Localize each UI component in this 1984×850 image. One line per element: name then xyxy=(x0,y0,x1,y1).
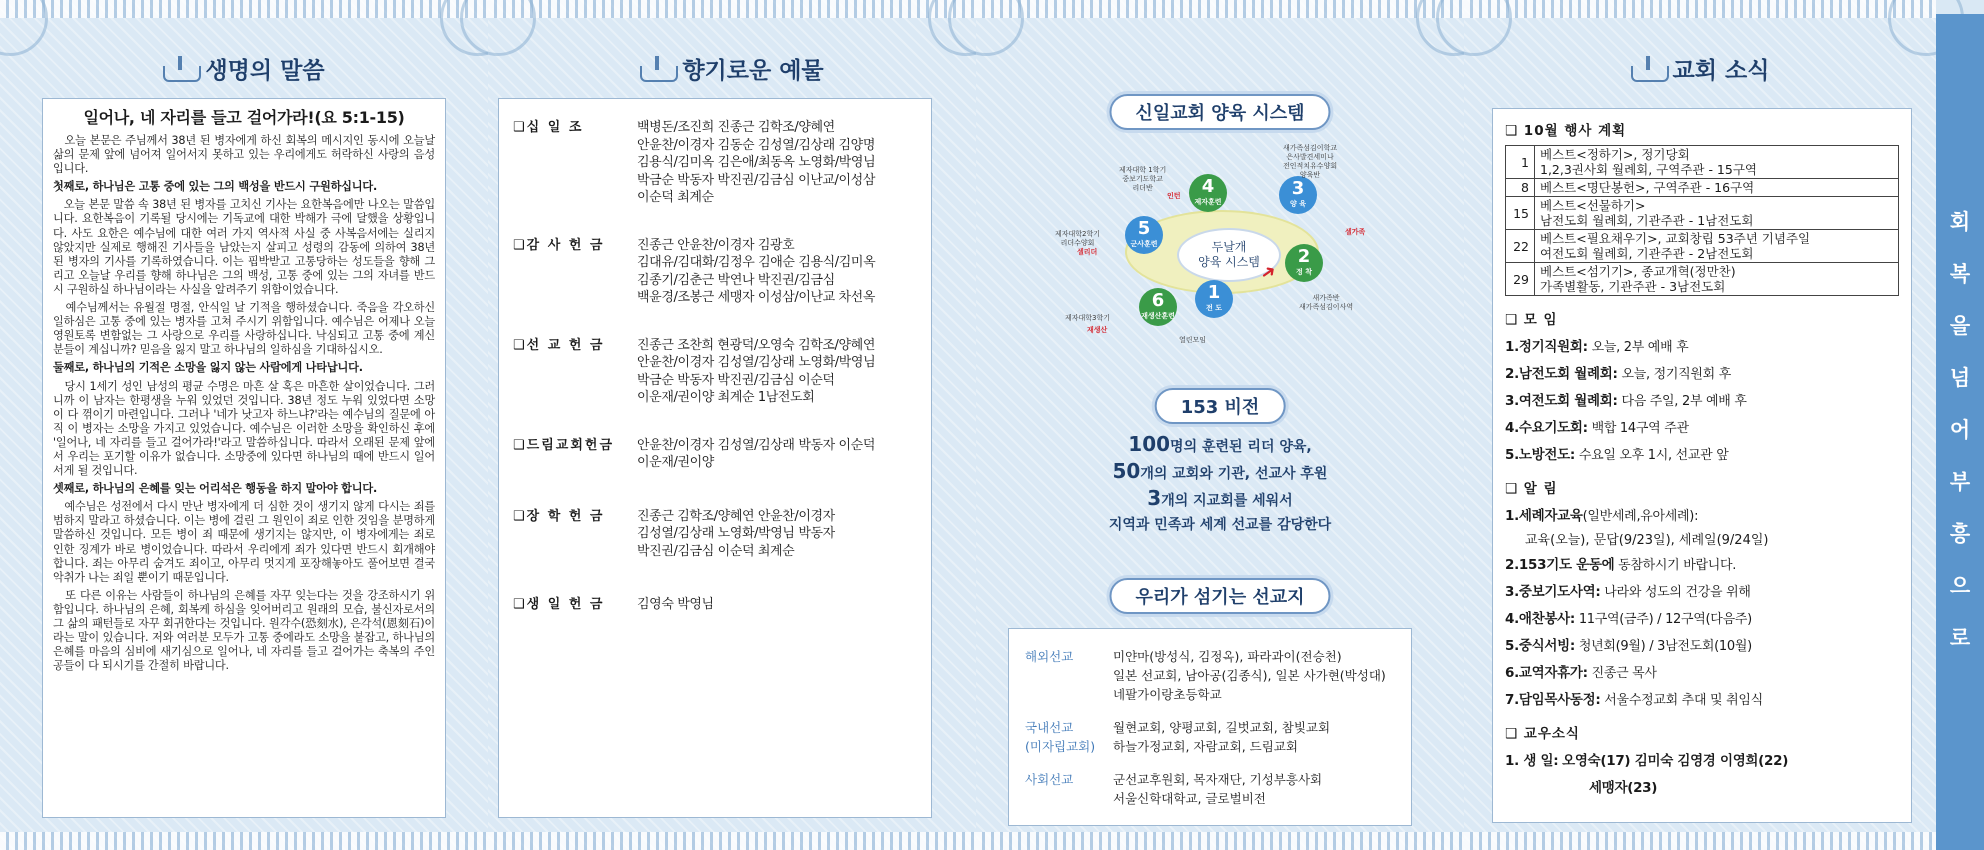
offering-label: ❑드림교회헌금 xyxy=(513,437,615,453)
arrow-icon: ➜ xyxy=(1256,259,1281,286)
sermon-paragraph: 오늘 본문 말씀 속 38년 된 병자를 고치신 기사는 요한복음에만 나오는 말씀입니다. 요한복음이 기록될 당시에는 기독교에 대한 박해가 극에 달했을 상황입니다. 사도 요한은 예수님에 대한 여러 가지 역사적 사실 중 사복음서에는 실리지 않았지만 실제로 행해진 기사들을 남았는지 살피고 성령의 감동에 의하여 38년 된 병자의 기사를 기록하였습니다. 이는 핍박받고 고통당하는 성도들을 향해 그리고 오늘날 우리를 향해 하나님은 그의 백성, 고통 중에 있는 그의 자녀를 반드시 구원하실 하나님이라는 사실을 알려주기 위함이었습니다. xyxy=(53,198,435,296)
offering-names: 백병돈/조진희 진종근 김학조/양혜연 안윤찬/이경자 김동순 김성열/김상래 김양명 김용식/김미옥 김은애/최동옥 노영화/박영님 박금순 박동자 박진권/김금심 이난교/이성삼 이순덕 최계순 xyxy=(637,120,876,205)
mission-text: 군선교후원회, 목자재단, 기성부흥사회 서울신학대학교, 글로벌비전 xyxy=(1113,772,1323,806)
list-item: 1.정기직원회: 오늘, 2부 예배 후 xyxy=(1505,339,1689,355)
list-item: 3.여전도회 월례회: 다음 주일, 2부 예배 후 xyxy=(1505,393,1747,409)
news-box xyxy=(1492,108,1912,823)
sermon-heading: 셋째로, 하나님의 은혜를 잊는 어리석은 행동을 하지 말아야 합니다. xyxy=(53,482,378,496)
ornament-border xyxy=(1464,0,1936,18)
event-text: 베스트<선물하기> 남전도회 월례회, 기관주관 - 1남전도회 xyxy=(1535,197,1899,230)
bible-icon xyxy=(163,56,197,82)
node-soldier: 5 군사훈련 xyxy=(1125,216,1163,254)
ornament-border xyxy=(488,0,976,18)
offering-row xyxy=(513,596,917,614)
event-text: 베스트<섬기기>, 종교개혁(정만찬) 가족별활동, 기관주관 - 3남전도회 xyxy=(1535,263,1899,296)
offering-row xyxy=(513,508,917,561)
ornament-border xyxy=(976,0,1464,18)
event-day: 29 xyxy=(1506,263,1535,296)
mission-label: 국내선교 (미자립교회) xyxy=(1025,720,1096,754)
offering-label: ❑생 일 헌 금 xyxy=(513,597,605,612)
list-item: 4.수요기도회: 백합 14구역 주관 xyxy=(1505,420,1689,436)
event-row xyxy=(1506,230,1899,263)
mission-label: 해외선교 xyxy=(1025,649,1074,664)
event-row xyxy=(1506,146,1899,179)
ornament-border xyxy=(0,0,488,18)
sermon-heading: 첫째로, 하나님은 고통 중에 있는 그의 백성을 반드시 구원하십니다. xyxy=(53,180,378,194)
nurture-system-diagram xyxy=(1055,140,1385,350)
sermon-paragraph: 또 다른 이유는 사람들이 하나님의 은혜를 자꾸 잊는다는 것을 강조하시기 위함입니다. 하나님의 은혜, 회복케 하심을 잊어버리고 원래의 모습, 불신자로서의 그 삶의 패턴들로 자꾸 회귀한다는 것입니다. 원각수(恐刻水), 은각석(恩刻石)이라는 말이 있습니다. 저와 여러분 모두가 고통 중에라도 소망을 붙잡고, 하나님의 은혜를 마음의 심비에 새기심으로 일어나, 네 자리를 들고 걸어가는 축복의 주인공들이 다 되시기를 간절히 바랍니다. xyxy=(53,588,435,673)
panel-title: 생명의 말씀 xyxy=(163,52,324,85)
panel-title: 향기로운 예물 xyxy=(640,52,823,85)
system-title: 신일교회 양육 시스템 xyxy=(1109,94,1330,130)
corner-ornament xyxy=(0,0,48,56)
offering-names: 진종근 안윤찬/이경자 김광호 김대유/김대화/김정우 김애순 김용식/김미옥 김종기/김춘근 박연나 박진권/김금심 백윤경/조봉근 세맹자 이성삼/이난교 차선옥 xyxy=(637,237,876,305)
sidebar-char: 부 xyxy=(1949,470,1971,494)
caption: 셀가족 xyxy=(1345,228,1366,236)
caption: 제자대학 1학기 중보기도학교 리더반 xyxy=(1119,166,1167,192)
list-item: 5.중식서빙: 청년회(9월) / 3남전도회(10월) xyxy=(1505,638,1752,654)
event-text: 베스트<필요채우기>, 교회창립 53주년 기념주일 여전도회 월례회, 기관주관 - 2남전도회 xyxy=(1535,230,1899,263)
list-item: 5.노방전도: 수요일 오후 1시, 선교관 앞 xyxy=(1505,447,1729,463)
birthday-line: 1. 생 일: 오영숙(17) 김미숙 김영경 이영희(22) xyxy=(1505,753,1789,769)
diagram-center-label: 두날개 양육 시스템 xyxy=(1177,228,1281,282)
list-item: 6.교역자휴가: 진종근 목사 xyxy=(1505,665,1657,681)
event-row xyxy=(1506,263,1899,296)
sidebar-char: 을 xyxy=(1949,314,1971,338)
list-item: 2.153기도 운동에 동참하시기 바랍니다. xyxy=(1505,557,1737,573)
vision-line: 지역과 민족과 세계 선교를 감당한다 xyxy=(1108,517,1332,533)
sermon-paragraph: 예수님은 성전에서 다시 만난 병자에게 더 심한 것이 생기지 않게 다시는 죄를 범하지 말라고 하셨습니다. 이는 병에 걸린 그 원인이 죄로 인한 것임을 분명하게 말씀하신 것입니다. 모든 병이 죄 때문에 생기지는 않지만, 이 병자에게는 죄로 인한 징계가 바로 병이었습니다. 따라서 우리에게 죄가 있다면 반드시 회개해야 합니다. 죄는 아무리 숨겨도 죄이고, 아무리 멋지게 포장해놓아도 풀어보면 결국 악취가 나는 죄일 뿐이기 때문입니다. xyxy=(53,500,435,584)
caption: 제자대학2학기 리더수양회 xyxy=(1055,230,1101,247)
sermon-title: 일어나, 네 자리를 들고 걸어가라!(요 5:1-15) xyxy=(83,108,405,127)
event-text: 베스트<명단봉헌>, 구역주관 - 16구역 xyxy=(1535,179,1899,197)
sidebar-char: 흥 xyxy=(1949,522,1971,546)
notices-list xyxy=(1505,503,1899,714)
mission-label: 사회선교 xyxy=(1025,772,1074,787)
event-day: 15 xyxy=(1506,197,1535,230)
event-day: 22 xyxy=(1506,230,1535,263)
list-item: 2.남전도회 월례회: 오늘, 정기직원회 후 xyxy=(1505,366,1732,382)
vision-line: 50개의 교회와 기관, 선교사 후원 xyxy=(1112,459,1328,483)
birthday-line-2: 세맹자(23) xyxy=(1589,780,1658,796)
vision-line: 3개의 지교회를 세워서 xyxy=(1147,486,1293,510)
mission-box xyxy=(1008,628,1412,826)
offering-label: ❑선 교 헌 금 xyxy=(513,337,605,353)
offering-names: 진종근 김학조/양혜연 안윤찬/이경자 김성열/김상래 노영화/박영님 박동자 박진권/김금심 이순덕 최계순 xyxy=(637,508,835,559)
list-item: 3.중보기도사역: 나라와 성도의 건강을 위해 xyxy=(1505,584,1751,600)
offerings-box xyxy=(498,98,932,818)
theme-sidebar xyxy=(1936,14,1984,850)
mission-title: 우리가 섬기는 선교지 xyxy=(1109,578,1330,614)
events-heading: ❑ 10월 행사 계획 xyxy=(1505,123,1627,139)
event-day: 8 xyxy=(1506,179,1535,197)
bible-icon xyxy=(1631,56,1665,82)
caption: 새가족반 새가족섬김이사역 xyxy=(1299,294,1354,311)
node-evangelism: 1 전 도 xyxy=(1195,280,1233,318)
sidebar-char: 으 xyxy=(1949,574,1971,598)
ornament-border xyxy=(0,832,488,850)
list-item: 4.애찬봉사: 11구역(금주) / 12구역(다음주) xyxy=(1505,611,1752,627)
mission-text: 미얀마(방성식, 김정옥), 파라과이(전승천) 일본 선교회, 남아공(김종식), 일본 사가현(박성대) 네팔가이랑초등학교 xyxy=(1113,649,1386,702)
sidebar-char: 회 xyxy=(1949,210,1971,234)
offering-row xyxy=(513,237,917,307)
vision-line: 100명의 훈련된 리더 양육, xyxy=(1128,432,1312,456)
node-discipleship: 4 제자훈련 xyxy=(1189,174,1227,212)
caption: 새가족섬김이학교 은사발견세미나 전인적치유수양회 양육반 xyxy=(1283,144,1338,179)
meetings-heading: ❑ 모 임 xyxy=(1505,312,1558,328)
caption: 셀리더 xyxy=(1077,248,1098,256)
sidebar-char: 복 xyxy=(1949,262,1971,286)
event-row xyxy=(1506,197,1899,230)
list-item: 7.담임목사동정: 서울수정교회 추대 및 취임식 xyxy=(1505,692,1763,708)
sermon-paragraph: 예수님께서는 유월절 명절, 안식일 날 기적을 행하셨습니다. 죽음을 각오하신 일하심은 고통 중에 있는 병자를 고쳐 주시기 위함입니다. 예수님은 어제나 오늘 영원토록 변함없는 그 사랑으로 우리를 사랑하십니다. 낙심되고 고통 중에 계신 분들이 계십니까? 믿음을 잃지 말고 하나님의 일하심을 기대하십시오. xyxy=(53,301,435,357)
sermon-body xyxy=(53,134,435,673)
mission-row xyxy=(1025,718,1395,756)
event-text: 베스트<정하기>, 정기당회 1,2,3권사회 월례회, 구역주관 - 15구역 xyxy=(1535,146,1899,179)
caption: 열린모임 xyxy=(1179,336,1207,344)
offering-row xyxy=(513,337,917,407)
sermon-heading: 둘째로, 하나님의 기적은 소망을 잃지 않는 사람에게 나타납니다. xyxy=(53,361,363,375)
offering-label: ❑감 사 헌 금 xyxy=(513,237,605,253)
caption: 제자대학3학기 xyxy=(1065,314,1111,322)
node-settling: 2 정 착 xyxy=(1285,244,1323,282)
sermon-box xyxy=(42,98,446,818)
node-nurture: 3 양 육 xyxy=(1279,176,1317,214)
offering-names: 안윤찬/이경자 김성열/김상래 박동자 이순덕 이운재/권이양 xyxy=(637,437,876,470)
offering-label: ❑장 학 헌 금 xyxy=(513,508,605,524)
caption: 인턴 xyxy=(1167,192,1181,200)
ornament-border xyxy=(976,832,1464,850)
offering-row xyxy=(513,437,917,472)
event-day: 1 xyxy=(1506,146,1535,179)
caption: 재생산 xyxy=(1087,326,1108,334)
mission-row xyxy=(1025,770,1395,808)
offering-names: 김영숙 박영님 xyxy=(637,597,714,612)
sidebar-char: 넘 xyxy=(1949,366,1971,390)
offering-label: ❑십 일 조 xyxy=(513,120,584,135)
panel-title: 교회 소식 xyxy=(1631,52,1770,85)
ornament-border xyxy=(1464,832,1936,850)
vision-title: 153 비전 xyxy=(1155,388,1286,424)
sermon-paragraph: 당시 1세기 성인 남성의 평균 수명은 마흔 살 혹은 마흔한 살이었습니다. 그러니까 이 남자는 한평생을 누워 있었던 것입니다. 38년 정도 누워 있었다면 소망이 다 꺾이기 마련입니다. 그러나 '네가 낫고자 하느냐?'라는 예수님의 질문에 아직 이 병자는 소망을 가지고 있었습니다. 예수님은 이러한 소망을 확인하신 후에 '일어나, 네 자리를 들고 걸어가라!'라고 말씀하십니다. 따라서 오래된 문제 앞에서 우리는 포기할 이유가 없습니다. 소망중에 있다면 하나님의 때에 반드시 일어서게 될 것입니다. xyxy=(53,379,435,478)
sidebar-char: 어 xyxy=(1949,418,1971,442)
vision-text xyxy=(976,432,1464,537)
offering-row xyxy=(513,119,917,207)
events-table xyxy=(1505,145,1899,296)
list-item: 교육(오늘), 문답(9/23일), 세례일(9/24일) xyxy=(1525,533,1769,548)
event-row xyxy=(1506,179,1899,197)
mission-text: 월현교회, 양평교회, 길벗교회, 참빛교회 하늘가정교회, 자람교회, 드림교회 xyxy=(1113,720,1331,754)
meetings-list xyxy=(1505,334,1899,469)
ornament-border xyxy=(488,832,976,850)
sermon-paragraph: 오늘 본문은 주님께서 38년 된 병자에게 하신 회복의 메시지인 동시에 오늘날 삶의 문제 앞에 넘어져 일어서지 못하고 있는 우리에게도 허락하신 사랑의 음성입니다. xyxy=(53,134,435,176)
offering-names: 진종근 조찬희 현광덕/오영숙 김학조/양혜연 안윤찬/이경자 김성열/김상래 노영화/박영님 박금순 박동자 박진권/김금심 이순덕 이운재/권이양 최계순 1남전도회 xyxy=(637,337,876,405)
members-heading: ❑ 교우소식 xyxy=(1505,726,1580,742)
mission-row xyxy=(1025,647,1395,704)
node-reproduction: 6 재생산훈련 xyxy=(1139,288,1177,326)
list-item: 1.세례자교육(일반세례,유아세례): xyxy=(1505,508,1699,524)
sidebar-char: 로 xyxy=(1949,626,1971,650)
notices-heading: ❑ 알 림 xyxy=(1505,481,1558,497)
bible-icon xyxy=(640,56,674,82)
